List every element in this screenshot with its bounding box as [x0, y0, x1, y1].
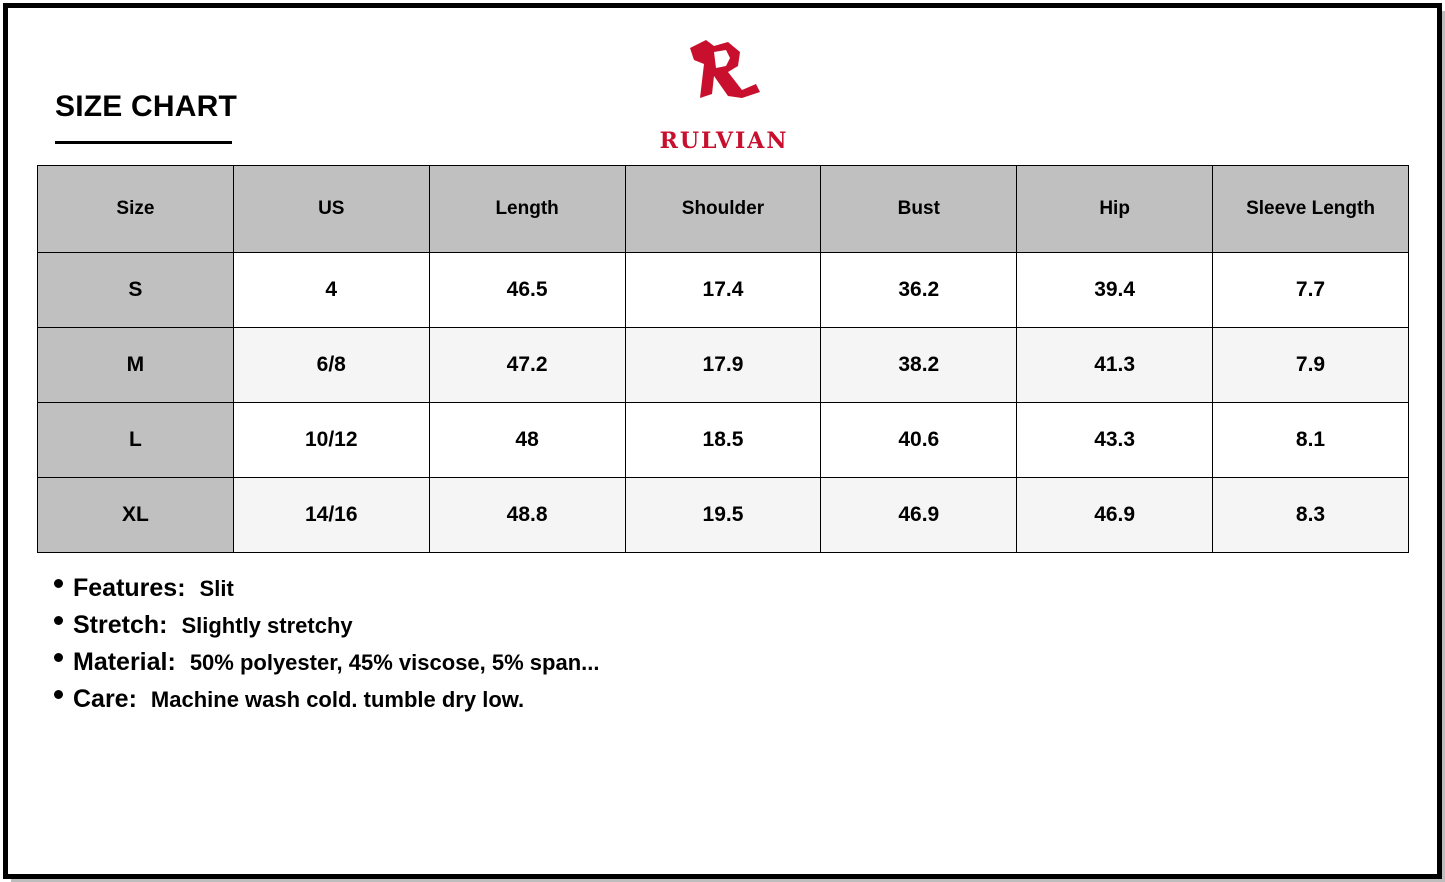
title-underline [55, 141, 232, 144]
table-cell: 6/8 [233, 328, 429, 403]
table-row [38, 478, 1409, 553]
table-cell: 46.9 [1017, 478, 1213, 553]
table-cell: 8.3 [1213, 478, 1409, 553]
table-cell: 8.1 [1213, 403, 1409, 478]
stylized-r-logo-icon [684, 38, 764, 98]
column-header-shoulder: Shoulder [625, 166, 821, 253]
feature-value: 50% polyester, 45% viscose, 5% span... [189, 650, 600, 675]
bullet-icon [54, 616, 63, 625]
column-header-size: Size [38, 166, 234, 253]
table-cell: 10/12 [233, 403, 429, 478]
feature-value: Slit [199, 576, 234, 601]
table-cell: 19.5 [625, 478, 821, 553]
table-cell: 17.4 [625, 253, 821, 328]
table-cell: 47.2 [429, 328, 625, 403]
table-cell: 14/16 [233, 478, 429, 553]
column-header-length: Length [429, 166, 625, 253]
bullet-icon [54, 579, 63, 588]
table-cell: 7.7 [1213, 253, 1409, 328]
features-list [54, 574, 599, 722]
feature-item-features [54, 574, 599, 611]
table-row [38, 328, 1409, 403]
table-cell: 46.5 [429, 253, 625, 328]
table-cell: 4 [233, 253, 429, 328]
feature-item-material [54, 648, 599, 685]
feature-value: Slightly stretchy [181, 613, 353, 638]
bullet-icon [54, 690, 63, 699]
table-cell: 40.6 [821, 403, 1017, 478]
feature-value: Machine wash cold. tumble dry low. [150, 687, 525, 712]
feature-label: Stretch: [73, 611, 168, 639]
table-row [38, 253, 1409, 328]
page-title: SIZE CHART [55, 90, 237, 123]
table-cell: 41.3 [1017, 328, 1213, 403]
column-header-sleeve-length: Sleeve Length [1213, 166, 1409, 253]
table-cell: 17.9 [625, 328, 821, 403]
brand-name: RULVIAN [659, 128, 789, 154]
table-cell: 18.5 [625, 403, 821, 478]
table-cell: 43.3 [1017, 403, 1213, 478]
table-cell: 7.9 [1213, 328, 1409, 403]
table-cell: XL [38, 478, 234, 553]
bullet-icon [54, 653, 63, 662]
feature-label: Material: [73, 648, 176, 676]
table-cell: L [38, 403, 234, 478]
table-cell: 48 [429, 403, 625, 478]
feature-label: Care: [73, 685, 137, 713]
table-header-row [38, 166, 1409, 253]
table-cell: 46.9 [821, 478, 1017, 553]
table-cell: 38.2 [821, 328, 1017, 403]
brand-logo [650, 38, 798, 153]
table-cell: 39.4 [1017, 253, 1213, 328]
column-header-us: US [233, 166, 429, 253]
size-table [37, 165, 1409, 553]
feature-item-stretch [54, 611, 599, 648]
feature-label: Features: [73, 574, 186, 602]
feature-item-care [54, 685, 599, 722]
table-cell: M [38, 328, 234, 403]
column-header-hip: Hip [1017, 166, 1213, 253]
table-cell: S [38, 253, 234, 328]
table-cell: 36.2 [821, 253, 1017, 328]
table-row [38, 403, 1409, 478]
table-cell: 48.8 [429, 478, 625, 553]
column-header-bust: Bust [821, 166, 1017, 253]
